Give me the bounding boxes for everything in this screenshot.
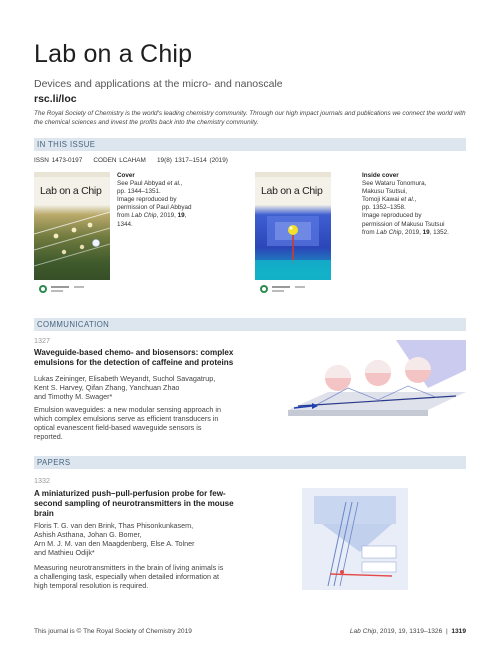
inside-cover-art [255, 172, 331, 298]
cover-logo: Lab on a Chip [261, 185, 323, 197]
front-cover-label: Cover [117, 172, 135, 179]
journal-title: Lab on a Chip [34, 40, 193, 68]
section-papers: PAPERS [34, 456, 466, 469]
footer-citation: Lab Chip, 2019, 19, 1319–1326 | 1319 [349, 628, 466, 635]
communication-page-number: 1327 [34, 336, 50, 345]
communication-graphical-abstract [288, 340, 466, 422]
section-communication: COMMUNICATION [34, 318, 466, 331]
communication-title[interactable]: Waveguide-based chemo- and biosensors: complex emulsions for the detection of caffeine and proteins [34, 348, 234, 367]
paper-page-number: 1332 [34, 476, 50, 485]
inside-cover-caption: Inside cover See Wataru Tonomura, Makusu Tsutsui, Tomoji Kawai et al., pp. 1352–1358. Image reproduced by permission of Makusu Tsutsui from Lab Chip, 2019, 19, 1352. [362, 172, 449, 236]
inside-cover-label: Inside cover [362, 172, 399, 179]
cover-logo: Lab on a Chip [40, 185, 102, 197]
front-cover-caption: Cover See Paul Abbyad et al., pp. 1344–1351. Image reproduced by permission of Paul Abbyad from Lab Chip, 2019, 19, 1344. [117, 172, 192, 228]
section-in-this-issue: IN THIS ISSUE [34, 138, 466, 151]
paper-authors: Floris T. G. van den Brink, Thas Phisonkunkasem, Ashish Asthana, Johan G. Bomer, Arn M. J. M. van den Maagdenberg, Else A. Tolner and Mathieu Odijk* [34, 521, 195, 558]
paper-graphical-abstract [302, 488, 408, 590]
journal-intro: The Royal Society of Chemistry is the world's leading chemistry community. Through our high impact journals and publications we connect the world with the chemical sciences and invest the profits back into the chemistry community. [34, 110, 466, 126]
front-cover-art [34, 172, 110, 298]
footer-copyright: This journal is © The Royal Society of Chemistry 2019 [34, 628, 192, 635]
issue-info [34, 157, 228, 164]
coden: CODEN LCAHAM [93, 157, 146, 164]
paper-title[interactable]: A miniaturized push–pull-perfusion probe for few- second sampling of neurotransmitters in the mouse brain [34, 489, 234, 518]
journal-subtitle: Devices and applications at the micro- and nanoscale [34, 78, 283, 90]
inside-cover-thumbnail[interactable] [255, 172, 331, 298]
page-number: 1319 [451, 628, 466, 635]
communication-abstract: Emulsion waveguides: a new modular sensing approach in which complex emulsions serve as efficient transducers in optical evanescent field-based waveguide sensors is reported. [34, 405, 221, 442]
journal-url[interactable]: rsc.li/loc [34, 93, 77, 105]
paper-abstract: Measuring neurotransmitters in the brain of living animals is a challenging task, especially when detailed information at high temporal resolution is required. [34, 563, 224, 591]
volume-pages: 19(8) 1317–1514 (2019) [156, 157, 228, 164]
front-cover-thumbnail[interactable] [34, 172, 110, 298]
communication-authors: Lukas Zeininger, Elisabeth Weyandt, Suchol Savagatrup, Kent S. Harvey, Qifan Zhang, Yanchuan Zhao and Timothy M. Swager* [34, 374, 216, 402]
issn: ISSN 1473-0197 [34, 157, 83, 164]
